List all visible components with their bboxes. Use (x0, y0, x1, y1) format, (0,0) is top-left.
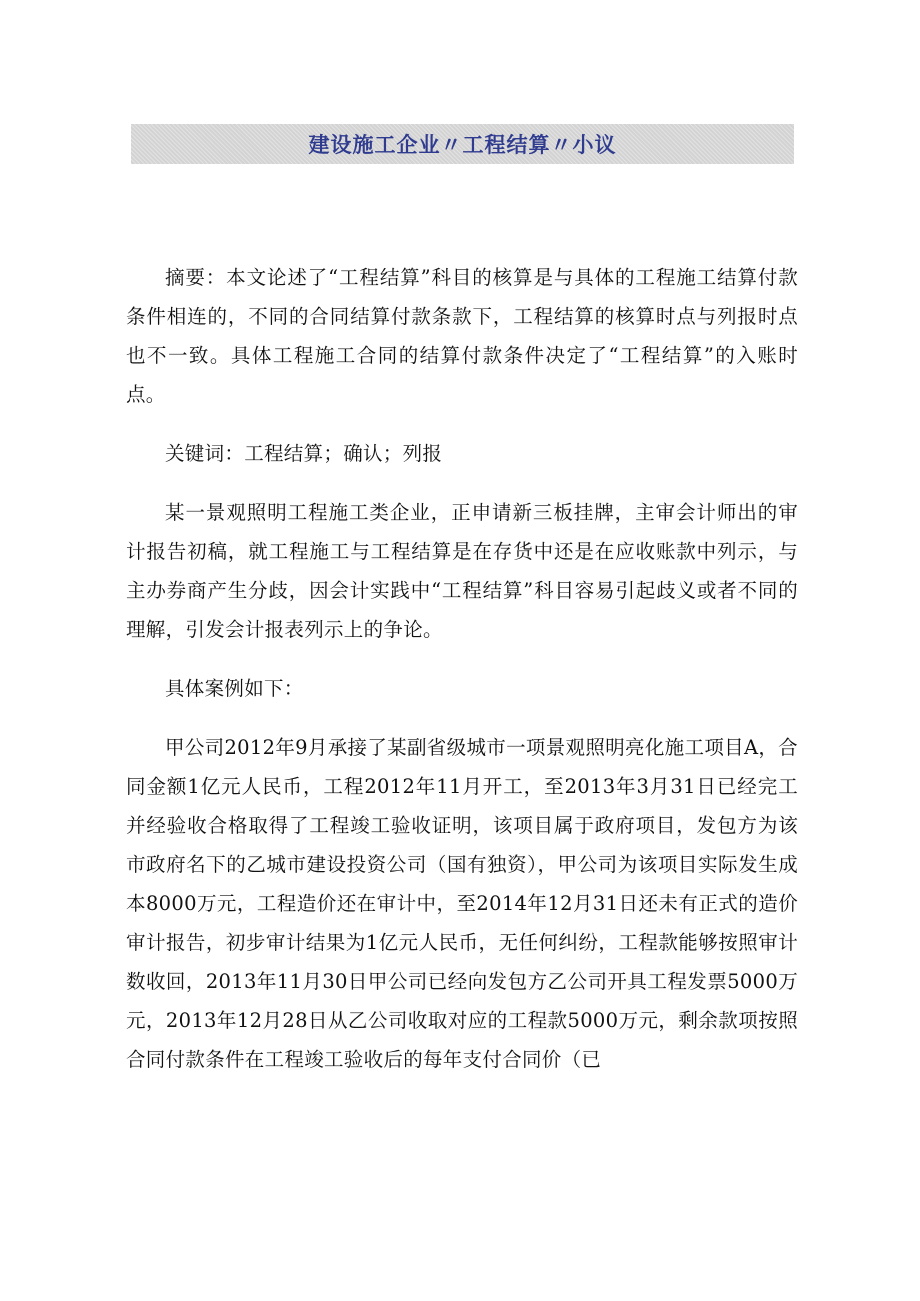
abstract-paragraph: 摘要：本文论述了“工程结算”科目的核算是与具体的工程施工结算付款条件相连的，不同的合同结算付款条款下，工程结算的核算时点与列报时点也不一致。具体工程施工合同的结算付款条件决定了“工程结算”的入账时点。 (126, 266, 798, 406)
case-intro-paragraph: 具体案例如下： (165, 677, 304, 700)
keywords-paragraph: 关键词：工程结算；确认；列报 (165, 442, 443, 465)
document-title: 建设施工企业〃工程结算〃小议 (308, 133, 617, 157)
case-detail-paragraph: 甲公司2012年9月承接了某副省级城市一项景观照明亮化施工项目A，合同金额1亿元人民币，工程2012年11月开工，至2013年3月31日已经完工并经验收合格取得了工程竣工验收证明，该项目属于政府项目，发包方为该市政府名下的乙城市建设投资公司（国有独资），甲公司为该项目实际发生成本8000万元，工程造价还在审计中，至2014年12月31日还未有正式的造价审计报告，初步审计结果为1亿元人民币，无任何纠纷，工程款能够按照审计数收回，2013年11月30日甲公司已经向发包方乙公司开具工程发票5000万元，2013年12月28日从乙公司收取对应的工程款5000万元，剩余款项按照合同付款条件在工程竣工验收后的每年支付合同价（已 (126, 736, 798, 1071)
body-paragraph: 某一景观照明工程施工类企业，正申请新三板挂牌，主审会计师出的审计报告初稿，就工程施工与工程结算是在存货中还是在应收账款中列示，与主办券商产生分歧，因会计实践中“工程结算”科目容易引起歧义或者不同的理解，引发会计报表列示上的争论。 (126, 501, 798, 641)
document-body (126, 258, 798, 1079)
document-title-bar (131, 124, 794, 164)
